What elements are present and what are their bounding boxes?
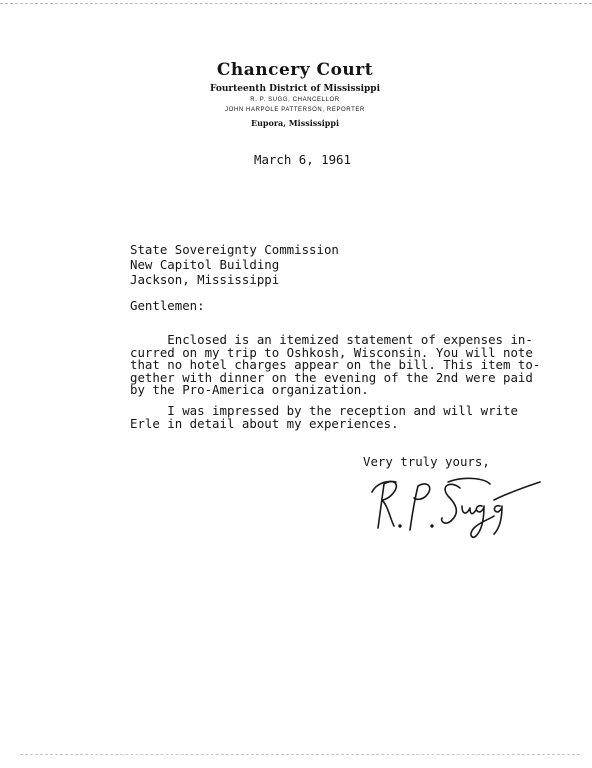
page-edge-bottom bbox=[20, 754, 580, 755]
letterhead-chancellor: R. P. SUGG, CHANCELLOR bbox=[250, 97, 340, 103]
letterhead-district: Fourteenth District of Mississippi bbox=[209, 84, 381, 94]
letterhead-reporter: JOHN HARPOLE PATTERSON, REPORTER bbox=[225, 107, 365, 113]
recipient-line-3: Jackson, Mississippi bbox=[130, 272, 280, 287]
body-paragraph-1: Enclosed is an itemized statement of expenses in- curred on my trip to Oshkosh, Wisconsin. You will note that no hotel charges appear on the bill. This item to- gether with dinner on the evening of the 2nd were paid by the Pro-America organization. bbox=[130, 332, 541, 397]
recipient-address bbox=[130, 242, 339, 287]
handwritten-signature bbox=[364, 470, 544, 540]
recipient-line-2: New Capitol Building bbox=[130, 257, 280, 272]
recipient-line-1: State Sovereignty Commission bbox=[130, 242, 339, 257]
letterhead-city: Eupora, Mississippi bbox=[250, 118, 340, 128]
salutation: Gentlemen: bbox=[130, 298, 205, 313]
letterhead-court-name: Chancery Court bbox=[216, 60, 374, 80]
page-edge-top bbox=[0, 3, 592, 4]
body-paragraph-2: I was impressed by the reception and will write Erle in detail about my experiences. bbox=[130, 403, 518, 431]
letterhead bbox=[180, 60, 410, 129]
closing: Very truly yours, bbox=[363, 454, 490, 469]
letter-date: March 6, 1961 bbox=[254, 152, 351, 167]
